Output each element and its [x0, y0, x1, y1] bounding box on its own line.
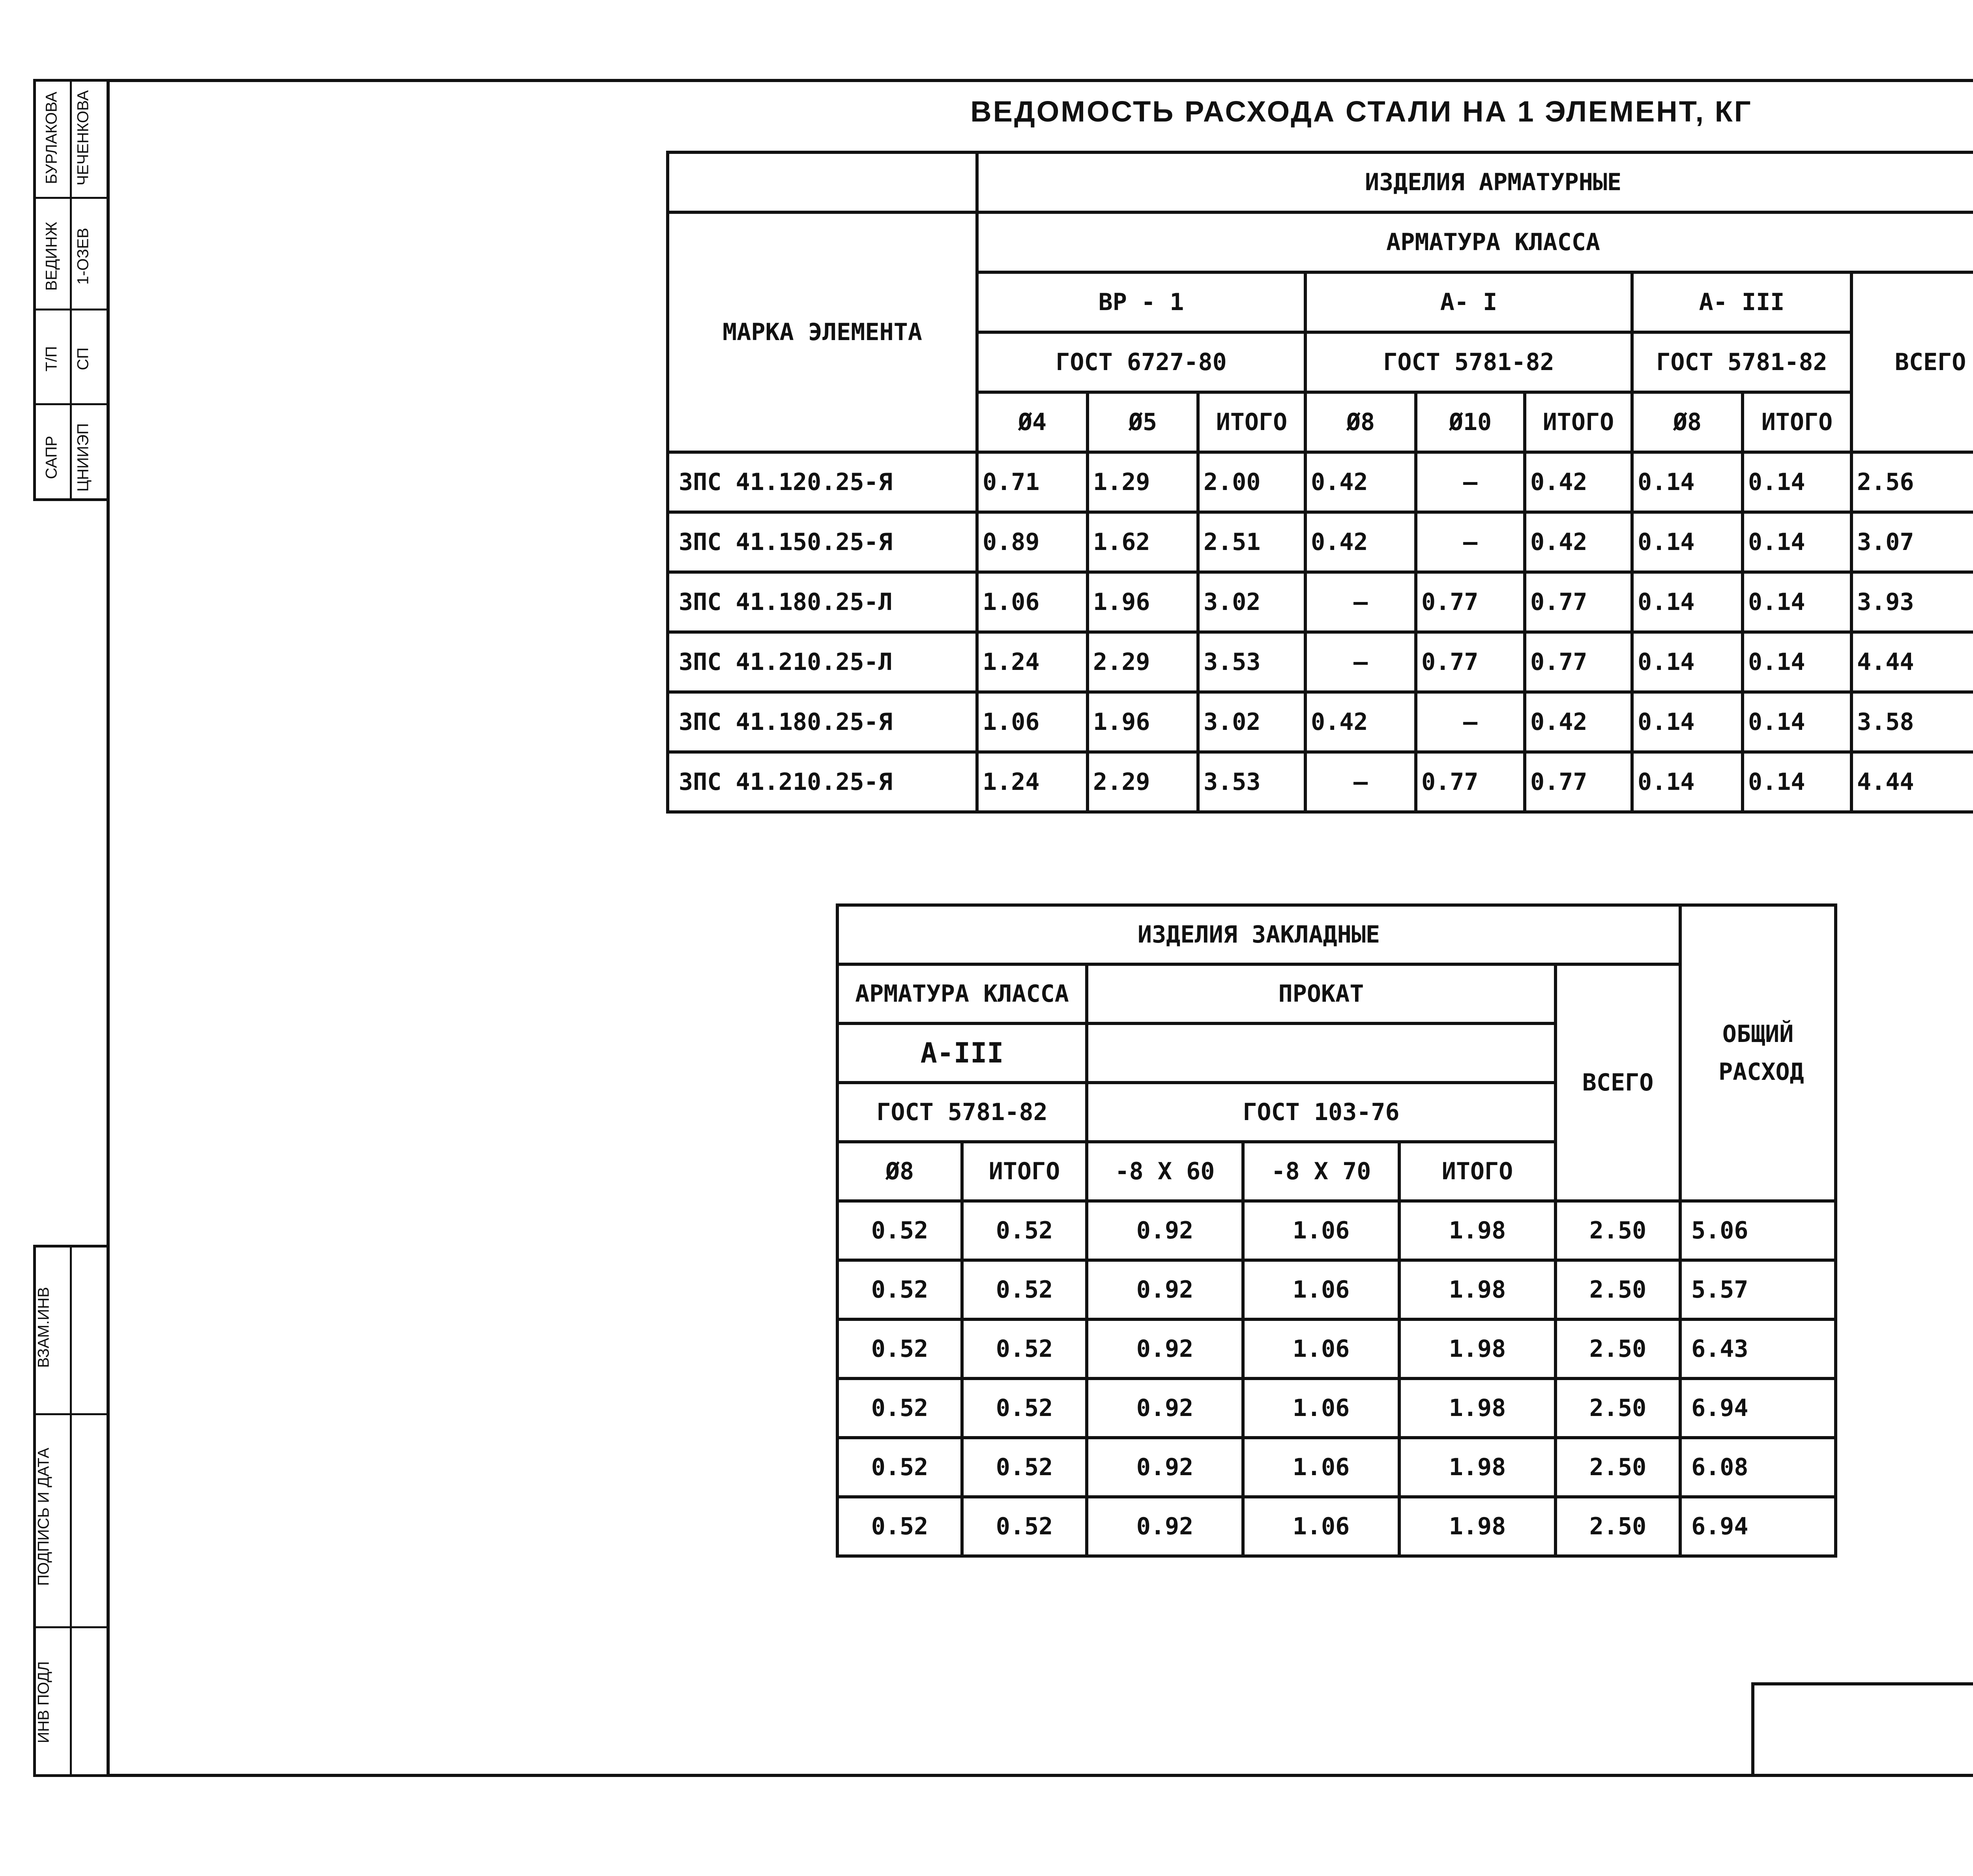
- table-cell: 0.52: [962, 1497, 1087, 1556]
- table-row: [668, 452, 1973, 512]
- table-cell: 6.94: [1680, 1378, 1836, 1438]
- group-header: ИЗДЕЛИЯ АРМАТУРНЫЕ: [977, 152, 1973, 212]
- col-header: -8 Х 60: [1087, 1142, 1243, 1201]
- table-cell: 0.52: [837, 1378, 962, 1438]
- table-cell: 1.24: [977, 632, 1088, 692]
- table-cell: 3.53: [1198, 752, 1305, 812]
- table-cell: 6.43: [1680, 1319, 1836, 1378]
- table-cell: 0.52: [962, 1201, 1087, 1260]
- table-row: [837, 1201, 1836, 1260]
- col-header: ИТОГО: [1399, 1142, 1556, 1201]
- total-header: ВСЕГО: [1556, 964, 1680, 1201]
- document-code: [1934, 1708, 1973, 1742]
- class-name: ВР - 1: [977, 272, 1305, 332]
- table-cell: 1.06: [1243, 1201, 1399, 1260]
- reinforcement-table-body: [668, 452, 1973, 812]
- table-cell: –: [1416, 452, 1525, 512]
- table-cell: 0.92: [1087, 1438, 1243, 1497]
- table-cell: 0.52: [837, 1201, 962, 1260]
- table-cell: 0.77: [1416, 632, 1525, 692]
- table-cell: 0.14: [1632, 512, 1743, 572]
- table-cell: 1.06: [1243, 1497, 1399, 1556]
- stamp-cell: САПР: [43, 436, 60, 479]
- table-cell: 6.08: [1680, 1438, 1836, 1497]
- table-cell: 1.06: [977, 572, 1088, 632]
- table-cell: 1.06: [1243, 1260, 1399, 1319]
- table-row: [668, 752, 1973, 812]
- table-row: [837, 1438, 1836, 1497]
- table-cell: 0.42: [1305, 692, 1416, 752]
- table-row: [668, 632, 1973, 692]
- table-cell: 2.00: [1198, 452, 1305, 512]
- total-header: ВСЕГО: [1851, 272, 1973, 452]
- table-cell: 0.14: [1632, 632, 1743, 692]
- table-cell: 2.50: [1556, 1260, 1680, 1319]
- table-cell: 4.44: [1851, 632, 1973, 692]
- stamp-cell: ИНВ ПОДЛ: [35, 1661, 52, 1743]
- table-cell: 0.52: [962, 1378, 1087, 1438]
- table-cell: 4.44: [1851, 752, 1973, 812]
- table-cell: 0.52: [837, 1260, 962, 1319]
- table-cell: 0.14: [1632, 692, 1743, 752]
- table-cell: –: [1305, 752, 1416, 812]
- table-cell: 2.56: [1851, 452, 1973, 512]
- table-cell: 1.62: [1088, 512, 1198, 572]
- stamp-cell: Т/П: [43, 346, 60, 372]
- table-cell: 0.14: [1743, 692, 1851, 752]
- class-header: АРМАТУРА КЛАССА: [977, 212, 1973, 272]
- stamp-cell: ВЕДИНЖ: [43, 221, 60, 291]
- table-cell: 0.14: [1743, 512, 1851, 572]
- table-cell: 5.06: [1680, 1201, 1836, 1260]
- table-cell: 0.14: [1632, 752, 1743, 812]
- table-cell: 0.77: [1416, 752, 1525, 812]
- embedded-products-table-body: [837, 1201, 1836, 1556]
- table-cell: 0.14: [1743, 572, 1851, 632]
- table-cell: 2.50: [1556, 1438, 1680, 1497]
- col-header: Ø5: [1088, 392, 1198, 452]
- table-cell: 1.98: [1399, 1438, 1556, 1497]
- table-cell: 0.77: [1416, 572, 1525, 632]
- table-cell: 0.42: [1525, 512, 1632, 572]
- table-cell: 3.53: [1198, 632, 1305, 692]
- table-cell: 3.02: [1198, 572, 1305, 632]
- table-cell: 1.98: [1399, 1201, 1556, 1260]
- table-cell: 2.51: [1198, 512, 1305, 572]
- table-cell: 0.14: [1743, 632, 1851, 692]
- table-cell: 0.42: [1305, 512, 1416, 572]
- table-row: [668, 692, 1973, 752]
- overall-header-text: ОБЩИЙ РАСХОД: [1718, 1020, 1804, 1086]
- element-mark: ЗПС 41.120.25-Я: [668, 452, 977, 512]
- header-cell: [668, 152, 977, 212]
- stamp-cell: СП: [74, 347, 92, 370]
- col-header: Ø8: [1305, 392, 1416, 452]
- table-cell: 0.71: [977, 452, 1088, 512]
- table-cell: 0.77: [1525, 632, 1632, 692]
- col-header: Ø4: [977, 392, 1088, 452]
- table-cell: 0.92: [1087, 1260, 1243, 1319]
- stamp-cell: БУРЛАКОВА: [43, 92, 60, 184]
- table-cell: 1.98: [1399, 1319, 1556, 1378]
- table-cell: 0.92: [1087, 1378, 1243, 1438]
- table-cell: 0.52: [837, 1497, 962, 1556]
- table-row: [837, 1260, 1836, 1319]
- table-cell: 1.96: [1088, 572, 1198, 632]
- stamp-cell: 1-ОЗЕВ: [74, 228, 92, 285]
- table-row: [837, 1378, 1836, 1438]
- table-cell: –: [1416, 692, 1525, 752]
- table-cell: 0.77: [1525, 572, 1632, 632]
- table-cell: 6.94: [1680, 1497, 1836, 1556]
- table-cell: 1.29: [1088, 452, 1198, 512]
- table-cell: 1.98: [1399, 1378, 1556, 1438]
- side-stamp-bottom: [33, 1245, 107, 1777]
- col-header: Ø8: [837, 1142, 962, 1201]
- element-mark-header: МАРКА ЭЛЕМЕНТА: [668, 212, 977, 452]
- stamp-cell: ЦНИИЭП: [74, 423, 92, 492]
- col-header: ИТОГО: [1525, 392, 1632, 452]
- table-cell: 2.50: [1556, 1378, 1680, 1438]
- table-cell: 0.14: [1743, 752, 1851, 812]
- table-cell: 1.06: [977, 692, 1088, 752]
- empty-cell: [1087, 1023, 1556, 1083]
- table-cell: 5.57: [1680, 1260, 1836, 1319]
- side-stamp-top: [33, 79, 107, 501]
- col-header: ИТОГО: [1743, 392, 1851, 452]
- table-cell: 1.96: [1088, 692, 1198, 752]
- table-row: [837, 1497, 1836, 1556]
- reinforcement-table: [666, 151, 1973, 814]
- table-cell: 3.93: [1851, 572, 1973, 632]
- table-cell: 1.98: [1399, 1497, 1556, 1556]
- element-mark: ЗПС 41.150.25-Я: [668, 512, 977, 572]
- table-cell: 0.42: [1525, 692, 1632, 752]
- overall-header: [1680, 905, 1836, 1201]
- table-cell: 1.24: [977, 752, 1088, 812]
- group-header: ИЗДЕЛИЯ ЗАКЛАДНЫЕ: [837, 905, 1680, 964]
- stamp-cell: ПОДПИСЬ И ДАТА: [35, 1448, 52, 1586]
- table-cell: 1.98: [1399, 1260, 1556, 1319]
- element-mark: ЗПС 41.210.25-Я: [668, 752, 977, 812]
- table-cell: 0.92: [1087, 1201, 1243, 1260]
- element-mark: ЗПС 41.210.25-Л: [668, 632, 977, 692]
- embedded-products-table: [836, 903, 1837, 1558]
- table-cell: 0.52: [962, 1260, 1087, 1319]
- stamp-cell: ВЗАМ.ИНВ: [35, 1287, 52, 1368]
- col-header: Ø8: [1632, 392, 1743, 452]
- table-cell: 1.06: [1243, 1378, 1399, 1438]
- class-header: АРМАТУРА КЛАССА: [837, 964, 1087, 1023]
- col-header: Ø10: [1416, 392, 1525, 452]
- table-cell: 3.58: [1851, 692, 1973, 752]
- table-cell: 2.50: [1556, 1319, 1680, 1378]
- table-cell: 0.92: [1087, 1319, 1243, 1378]
- table-cell: 3.02: [1198, 692, 1305, 752]
- table-cell: –: [1305, 632, 1416, 692]
- table-cell: 0.42: [1525, 452, 1632, 512]
- table-row: [668, 572, 1973, 632]
- class-name: А-III: [837, 1023, 1087, 1083]
- table-cell: 0.52: [837, 1319, 962, 1378]
- gost-label: ГОСТ 103-76: [1087, 1083, 1556, 1142]
- table-cell: 0.14: [1743, 452, 1851, 512]
- table-cell: 0.77: [1525, 752, 1632, 812]
- gost-label: ГОСТ 5781-82: [1632, 332, 1851, 392]
- table-cell: –: [1416, 512, 1525, 572]
- table-cell: 0.14: [1632, 572, 1743, 632]
- prokat-header: ПРОКАТ: [1087, 964, 1556, 1023]
- table-cell: 1.06: [1243, 1319, 1399, 1378]
- col-header: ИТОГО: [962, 1142, 1087, 1201]
- page-title: ВЕДОМОСТЬ РАСХОДА СТАЛИ НА 1 ЭЛЕМЕНТ, КГ: [970, 95, 1752, 128]
- table-cell: 0.92: [1087, 1497, 1243, 1556]
- table-cell: 0.52: [962, 1438, 1087, 1497]
- element-mark: ЗПС 41.180.25-Л: [668, 572, 977, 632]
- gost-label: ГОСТ 5781-82: [1305, 332, 1632, 392]
- table-cell: –: [1305, 572, 1416, 632]
- table-cell: 2.50: [1556, 1201, 1680, 1260]
- class-name: А- I: [1305, 272, 1632, 332]
- table-cell: 0.52: [837, 1438, 962, 1497]
- col-header: ИТОГО: [1198, 392, 1305, 452]
- table-cell: 0.14: [1632, 452, 1743, 512]
- gost-label: ГОСТ 5781-82: [837, 1083, 1087, 1142]
- table-row: [837, 1319, 1836, 1378]
- table-cell: 0.89: [977, 512, 1088, 572]
- table-cell: 2.29: [1088, 752, 1198, 812]
- col-header: -8 Х 70: [1243, 1142, 1399, 1201]
- class-name: А- III: [1632, 272, 1851, 332]
- table-cell: 1.06: [1243, 1438, 1399, 1497]
- stamp-cell: ЧЕЧЕНКОВА: [74, 90, 92, 186]
- table-cell: 0.42: [1305, 452, 1416, 512]
- table-cell: 0.52: [962, 1319, 1087, 1378]
- table-row: [668, 512, 1973, 572]
- gost-label: ГОСТ 6727-80: [977, 332, 1305, 392]
- table-cell: 3.07: [1851, 512, 1973, 572]
- table-cell: 2.50: [1556, 1497, 1680, 1556]
- table-cell: 2.29: [1088, 632, 1198, 692]
- element-mark: ЗПС 41.180.25-Я: [668, 692, 977, 752]
